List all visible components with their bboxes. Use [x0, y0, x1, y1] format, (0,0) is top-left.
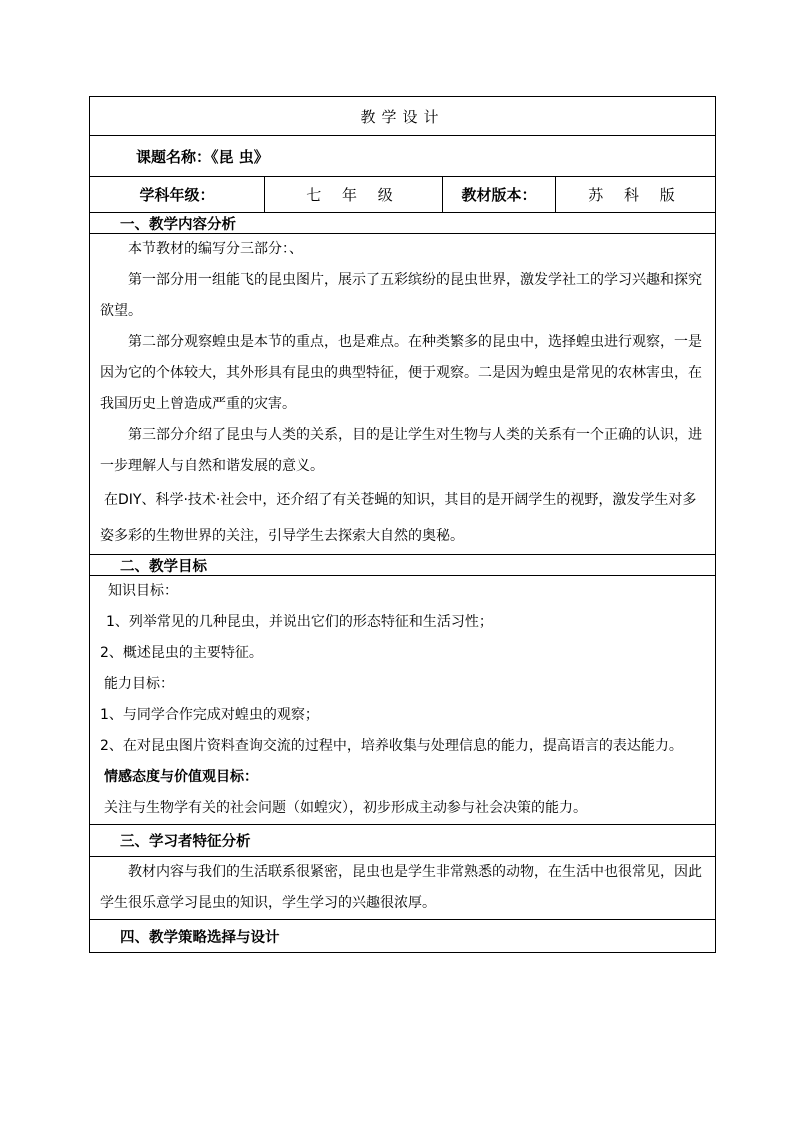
grade-value: 七 年 级 — [265, 177, 443, 212]
knowledge-goal-item: 2、概述昆虫的主要特征。 — [100, 645, 263, 661]
emotion-goal-label: 情感态度与价值观目标： — [104, 769, 258, 785]
section-heading-strategy-design: 四、教学策略选择与设计 — [120, 929, 280, 946]
ability-goal-label: 能力目标： — [104, 676, 174, 692]
edition-value: 苏 科 版 — [588, 186, 683, 204]
ability-goal-item: 2、在对昆虫图片资料查询交流的过程中，培养收集与处理信息的能力，提高语言的表达能力。 — [100, 738, 683, 754]
paragraph: 第三部分介绍了昆虫与人类的关系，目的是让学生对生物与人类的关系有一个正确的认识，进一步理解人与自然和谐发展的意义。 — [100, 427, 702, 474]
section-heading-learner-analysis: 三、学习者特征分析 — [90, 825, 715, 857]
paragraph: 第二部分观察蝗虫是本节的重点，也是难点。在种类繁多的昆虫中，选择蝗虫进行观察，一是因为它的个体较大，其外形具有昆虫的典型特征，便于观察。二是因为蝗虫是常见的农林害虫，在我国历史上曾造成严重的灾害。 — [100, 334, 702, 412]
course-name: 课题名称：《昆 虫》 — [90, 136, 715, 177]
emotion-goal-text: 关注与生物学有关的社会问题（如蝗灾），初步形成主动参与社会决策的能力。 — [104, 800, 587, 816]
ability-goal-item: 1、与同学合作完成对蝗虫的观察； — [100, 707, 319, 723]
subject-grade-label: 学科年级： — [90, 177, 265, 212]
teaching-goals-body — [90, 576, 715, 825]
section-heading-teaching-goals: 二、教学目标 — [90, 555, 715, 576]
paragraph: 在DIY、科学·技术·社会中，还介绍了有关苍蝇的知识，其目的是开阔学生的视野，激发学生对多姿多彩的生物世界的关注，引导学生去探索大自然的奥秘。 — [100, 492, 697, 544]
paragraph: 本节教材的编写分三部分：、 — [128, 241, 303, 257]
document-title: 教学设计 — [90, 97, 715, 136]
teaching-design-table — [89, 96, 716, 953]
knowledge-goal-label: 知识目标： — [108, 583, 178, 599]
content-analysis-body — [90, 234, 715, 555]
info-row — [90, 177, 715, 213]
section-heading-content-analysis: 一、教学内容分析 — [90, 213, 715, 234]
edition-label: 教材版本： — [443, 177, 556, 212]
paragraph: 第一部分用一组能飞的昆虫图片，展示了五彩缤纷的昆虫世界，激发学社工的学习兴趣和探究欲望。 — [100, 272, 702, 319]
learner-analysis-body — [90, 857, 715, 920]
knowledge-goal-item: 1、列举常见的几种昆虫，并说出它们的形态特征和生活习性； — [106, 614, 493, 630]
paragraph: 教材内容与我们的生活联系很紧密，昆虫也是学生非常熟悉的动物，在生活中也很常见，因此学生很乐意学习昆虫的知识，学生学习的兴趣很浓厚。 — [100, 864, 702, 911]
